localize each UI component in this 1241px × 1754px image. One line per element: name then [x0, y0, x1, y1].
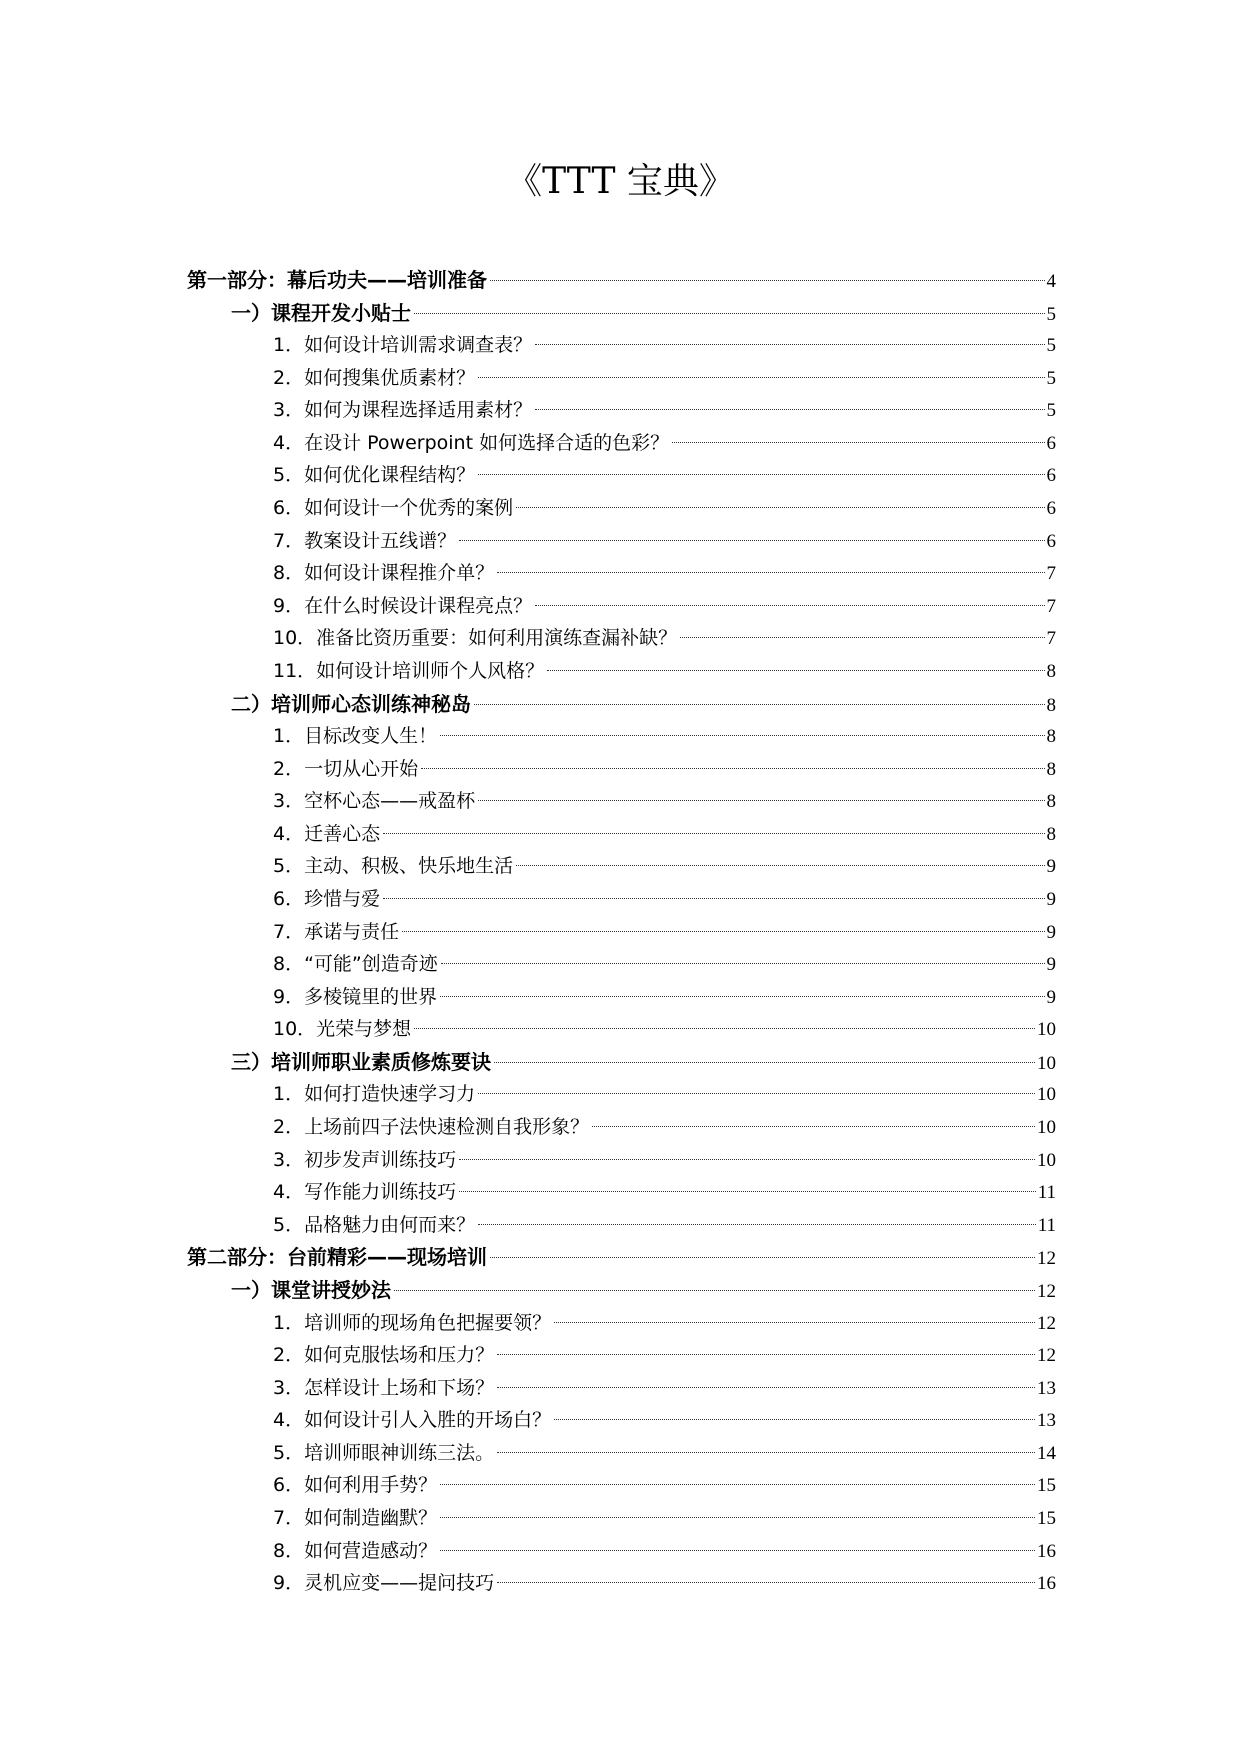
toc-page-number: 10	[1037, 1084, 1056, 1106]
toc-entry-item[interactable]	[187, 1339, 1056, 1372]
toc-entry-item[interactable]	[187, 850, 1056, 883]
toc-entry-label: 2．一切从心开始	[273, 757, 419, 780]
toc-dot-leader	[554, 1322, 1035, 1323]
toc-page-number: 7	[1046, 563, 1056, 585]
toc-dot-leader	[383, 898, 1044, 899]
toc-entry-label: 5．如何优化课程结构？	[273, 464, 476, 487]
toc-dot-leader	[440, 1550, 1035, 1551]
toc-dot-leader	[440, 735, 1044, 736]
toc-entry-item[interactable]	[187, 916, 1056, 949]
toc-page-number: 10	[1037, 1052, 1056, 1074]
toc-entry-label: 4．迁善心态	[273, 822, 381, 845]
toc-page-number: 7	[1046, 628, 1056, 650]
toc-entry-item[interactable]	[187, 785, 1056, 818]
toc-entry-label: 7．教案设计五线谱？	[273, 529, 457, 552]
toc-page-number: 5	[1046, 335, 1056, 357]
toc-entry-label: 6．如何设计一个优秀的案例	[273, 497, 514, 520]
toc-page-number: 12	[1037, 1280, 1056, 1302]
toc-page-number: 6	[1046, 530, 1056, 552]
toc-page-number: 12	[1037, 1345, 1056, 1367]
toc-page-number: 6	[1046, 432, 1056, 454]
toc-entry-item[interactable]	[187, 1176, 1056, 1209]
toc-entry-label: 1．培训师的现场角色把握要领？	[273, 1311, 552, 1334]
toc-entry-label: 8．如何营造感动？	[273, 1539, 438, 1562]
toc-dot-leader	[554, 1419, 1035, 1420]
toc-page-number: 13	[1037, 1410, 1056, 1432]
toc-entry-label: 7．承诺与责任	[273, 920, 400, 943]
toc-dot-leader	[494, 1062, 1035, 1063]
toc-entry-label: 3．空杯心态——戒盈杯	[273, 790, 476, 813]
toc-entry-item[interactable]	[187, 1372, 1056, 1405]
toc-dot-leader	[672, 442, 1044, 443]
toc-entry-label: 5．主动、积极、快乐地生活	[273, 855, 514, 878]
toc-page-number: 8	[1046, 758, 1056, 780]
toc-dot-leader	[478, 1224, 1036, 1225]
toc-page-number: 10	[1037, 1149, 1056, 1171]
toc-page-number: 5	[1046, 400, 1056, 422]
toc-dot-leader	[497, 1387, 1035, 1388]
toc-entry-label: 一）课堂讲授妙法	[231, 1277, 391, 1302]
toc-dot-leader	[497, 1354, 1035, 1355]
toc-entry-label: 8．“可能”创造奇迹	[273, 953, 438, 976]
toc-entry-item[interactable]	[187, 1469, 1056, 1502]
toc-dot-leader	[478, 1093, 1035, 1094]
toc-entry-label: 9．灵机应变——提问技巧	[273, 1572, 495, 1595]
toc-entry-item[interactable]	[187, 394, 1056, 427]
toc-dot-leader	[440, 996, 1044, 997]
toc-dot-leader	[478, 800, 1044, 801]
toc-dot-leader	[535, 605, 1044, 606]
toc-entry-label: 1．如何打造快速学习力	[273, 1083, 476, 1106]
toc-dot-leader	[459, 1159, 1035, 1160]
toc-dot-leader	[474, 704, 1045, 705]
toc-entry-item[interactable]	[187, 557, 1056, 590]
toc-dot-leader	[440, 1484, 1035, 1485]
toc-page-number: 10	[1037, 1019, 1056, 1041]
toc-page-number: 8	[1046, 660, 1056, 682]
toc-entry-label: 第二部分：台前精彩——现场培训	[187, 1245, 487, 1270]
toc-entry-item[interactable]	[187, 459, 1056, 492]
toc-entry-item[interactable]	[187, 1013, 1056, 1046]
toc-dot-leader	[414, 1028, 1035, 1029]
toc-page-number: 5	[1046, 303, 1056, 325]
toc-page-number: 6	[1046, 498, 1056, 520]
toc-page-number: 15	[1037, 1475, 1056, 1497]
toc-entry-item[interactable]	[187, 655, 1056, 688]
toc-page-number: 4	[1046, 271, 1056, 292]
toc-entry-label: 10．准备比资历重要：如何利用演练查漏补缺？	[273, 627, 678, 650]
toc-dot-leader	[535, 409, 1044, 410]
toc-dot-leader	[497, 1582, 1035, 1583]
toc-page-number: 9	[1046, 856, 1056, 878]
toc-entry-label: 2．上场前四子法快速检测自我形象？	[273, 1116, 590, 1139]
toc-entry-section[interactable]	[187, 688, 1056, 721]
toc-page-number: 5	[1046, 367, 1056, 389]
toc-entry-item[interactable]	[187, 1209, 1056, 1242]
toc-entry-label: 一）课程开发小贴士	[231, 300, 411, 325]
toc-entry-item[interactable]	[187, 1535, 1056, 1568]
toc-entry-item[interactable]	[187, 427, 1056, 460]
toc-entry-item[interactable]	[187, 883, 1056, 916]
toc-dot-leader	[459, 540, 1044, 541]
toc-entry-part[interactable]	[187, 264, 1056, 297]
table-of-contents	[187, 264, 1056, 1600]
toc-entry-label: 6．珍惜与爱	[273, 887, 381, 910]
toc-entry-label: 二）培训师心态训练神秘岛	[231, 691, 471, 716]
document-title: 《TTT 宝典》	[506, 161, 735, 202]
toc-page-number: 16	[1037, 1573, 1056, 1595]
toc-dot-leader	[394, 1290, 1035, 1291]
toc-entry-item[interactable]	[187, 948, 1056, 981]
toc-dot-leader	[414, 313, 1045, 314]
toc-entry-item[interactable]	[187, 818, 1056, 851]
toc-entry-label: 3．如何为课程选择适用素材？	[273, 399, 533, 422]
toc-entry-label: 5．品格魅力由何而来？	[273, 1213, 476, 1236]
toc-entry-label: 第一部分：幕后功夫——培训准备	[187, 268, 487, 292]
toc-page-number: 13	[1037, 1377, 1056, 1399]
toc-dot-leader	[592, 1126, 1035, 1127]
toc-dot-leader	[441, 963, 1045, 964]
toc-page-number: 9	[1046, 921, 1056, 943]
toc-entry-section[interactable]	[187, 1274, 1056, 1307]
toc-page-number: 12	[1037, 1312, 1056, 1334]
toc-entry-item[interactable]	[187, 1567, 1056, 1600]
toc-entry-label: 9．多棱镜里的世界	[273, 985, 438, 1008]
toc-dot-leader	[497, 1452, 1035, 1453]
toc-entry-label: 4．写作能力训练技巧	[273, 1181, 457, 1204]
toc-page-number: 9	[1046, 954, 1056, 976]
toc-entry-label: 10．光荣与梦想	[273, 1018, 412, 1041]
toc-entry-label: 5．培训师眼神训练三法。	[273, 1441, 495, 1464]
toc-dot-leader	[459, 1191, 1036, 1192]
toc-entry-item[interactable]	[187, 753, 1056, 786]
toc-entry-item[interactable]	[187, 1078, 1056, 1111]
toc-dot-leader	[680, 637, 1044, 638]
toc-page-number: 8	[1046, 694, 1056, 716]
toc-entry-label: 1．如何设计培训需求调查表？	[273, 334, 533, 357]
toc-page-number: 12	[1037, 1248, 1056, 1270]
toc-entry-item[interactable]	[187, 720, 1056, 753]
toc-entry-part[interactable]	[187, 1241, 1056, 1274]
toc-dot-leader	[535, 344, 1044, 345]
toc-entry-item[interactable]	[187, 1437, 1056, 1470]
toc-entry-label: 三）培训师职业素质修炼要诀	[231, 1049, 491, 1074]
toc-entry-label: 2．如何克服怯场和压力？	[273, 1344, 495, 1367]
toc-entry-item[interactable]	[187, 1404, 1056, 1437]
toc-entry-label: 3．怎样设计上场和下场？	[273, 1376, 495, 1399]
toc-entry-item[interactable]	[187, 1144, 1056, 1177]
toc-page-number: 9	[1046, 888, 1056, 910]
toc-page-number: 9	[1046, 986, 1056, 1008]
toc-entry-label: 2．如何搜集优质素材？	[273, 366, 476, 389]
toc-dot-leader	[490, 280, 1045, 281]
toc-dot-leader	[547, 670, 1044, 671]
toc-dot-leader	[383, 833, 1044, 834]
toc-page-number: 16	[1037, 1540, 1056, 1562]
toc-entry-label: 1．目标改变人生！	[273, 725, 438, 748]
toc-entry-label: 7．如何制造幽默？	[273, 1506, 438, 1529]
toc-page-number: 11	[1037, 1214, 1056, 1236]
toc-entry-label: 4．在设计 Powerpoint 如何选择合适的色彩？	[273, 431, 670, 454]
toc-entry-item[interactable]	[187, 1111, 1056, 1144]
toc-entry-label: 9．在什么时候设计课程亮点？	[273, 594, 533, 617]
toc-page-number: 8	[1046, 791, 1056, 813]
toc-entry-label: 4．如何设计引人入胜的开场白？	[273, 1409, 552, 1432]
toc-dot-leader	[497, 572, 1044, 573]
toc-page-number: 7	[1046, 595, 1056, 617]
toc-page-number: 6	[1046, 465, 1056, 487]
toc-page-number: 10	[1037, 1117, 1056, 1139]
toc-page-number: 15	[1037, 1507, 1056, 1529]
toc-dot-leader	[478, 377, 1044, 378]
toc-page-number: 8	[1046, 726, 1056, 748]
toc-entry-item[interactable]	[187, 492, 1056, 525]
toc-entry-item[interactable]	[187, 525, 1056, 558]
toc-entry-label: 8．如何设计课程推介单？	[273, 562, 495, 585]
toc-dot-leader	[402, 931, 1044, 932]
toc-entry-label: 3．初步发声训练技巧	[273, 1148, 457, 1171]
toc-entry-label: 6．如何利用手势？	[273, 1474, 438, 1497]
toc-entry-item[interactable]	[187, 1307, 1056, 1340]
toc-entry-item[interactable]	[187, 622, 1056, 655]
toc-dot-leader	[490, 1257, 1035, 1258]
toc-entry-item[interactable]	[187, 329, 1056, 362]
toc-entry-item[interactable]	[187, 590, 1056, 623]
toc-page-number: 8	[1046, 823, 1056, 845]
toc-dot-leader	[516, 865, 1044, 866]
toc-page-number: 11	[1037, 1182, 1056, 1204]
toc-dot-leader	[421, 768, 1044, 769]
toc-entry-item[interactable]	[187, 981, 1056, 1014]
toc-entry-item[interactable]	[187, 1502, 1056, 1535]
toc-dot-leader	[478, 474, 1044, 475]
toc-dot-leader	[440, 1517, 1035, 1518]
toc-entry-section[interactable]	[187, 297, 1056, 330]
toc-entry-section[interactable]	[187, 1046, 1056, 1079]
toc-entry-label: 11．如何设计培训师个人风格？	[273, 659, 545, 682]
toc-dot-leader	[516, 507, 1044, 508]
toc-entry-item[interactable]	[187, 362, 1056, 395]
toc-page-number: 14	[1037, 1442, 1056, 1464]
